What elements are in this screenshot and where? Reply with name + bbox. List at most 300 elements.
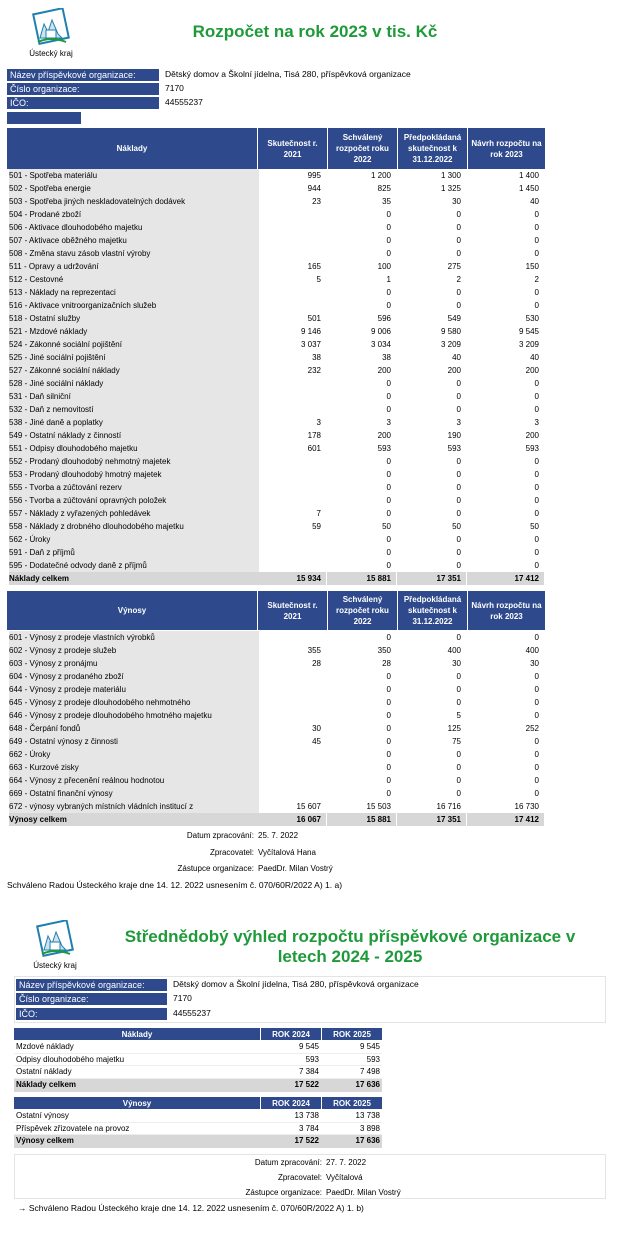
vynosy-total-cell: 17 351: [397, 813, 466, 826]
naklady-row-label: 532 - Daň z nemovitostí: [9, 403, 259, 416]
naklady-row: [7, 234, 545, 247]
naklady-row: [7, 325, 545, 338]
naklady-row: [7, 559, 545, 572]
naklady-cell: 601: [307, 444, 321, 453]
col-header-2022-expected-v: Předpokládaná skutečnost k 31.12.2022: [397, 591, 467, 630]
naklady-cell: 0: [534, 470, 539, 479]
naklady-cell: 0: [456, 509, 461, 518]
vynosy-cell: 30: [452, 659, 461, 668]
naklady-cell: 0: [386, 288, 391, 297]
vynosy-cell: 0: [386, 711, 391, 720]
naklady-row: [7, 208, 545, 221]
vynosy-row-label: 672 - výnosy vybraných místních vládních institucí z: [9, 800, 259, 813]
vynosy-row-label: 604 - Výnosy z prodaného zboží: [9, 670, 259, 683]
outlook-naklady-row-label: Odpisy dlouhodobého majetku: [16, 1054, 125, 1064]
naklady-cell: 0: [386, 405, 391, 414]
col-header-2022-approved: Schválený rozpočet roku 2022: [327, 128, 397, 169]
outlook-vynosy-cell: 13 738: [355, 1111, 380, 1120]
outlook-vynosy-header: Výnosy: [14, 1097, 260, 1109]
naklady-row-label: 507 - Aktivace oběžného majetku: [9, 234, 259, 247]
naklady-cell: 0: [386, 483, 391, 492]
outlook-vynosy-cell: 13 738: [294, 1111, 319, 1120]
vynosy-cell: 0: [386, 698, 391, 707]
outlook-vynosy-row: [14, 1110, 382, 1123]
outlook-naklady-row-label: Ostatní náklady: [16, 1067, 72, 1077]
naklady-cell: 0: [456, 548, 461, 557]
vynosy-row: [7, 657, 545, 670]
naklady-row: [7, 247, 545, 260]
naklady-cell: 3 209: [518, 340, 539, 349]
vynosy-row: [7, 670, 545, 683]
vynosy-row: [7, 735, 545, 748]
vynosy-cell: 0: [534, 711, 539, 720]
vynosy-row-label: 645 - Výnosy z prodeje dlouhodobého nehmotného: [9, 696, 259, 709]
naklady-row-label: 595 - Dodatečné odvody daně z příjmů: [9, 559, 259, 572]
naklady-cell: 0: [386, 236, 391, 245]
vynosy-cell: 30: [312, 724, 321, 733]
naklady-cell: 1 325: [440, 184, 461, 193]
naklady-row-label: 502 - Spotřeba energie: [9, 182, 259, 195]
outlook-vynosy-cell: 3 898: [359, 1123, 380, 1133]
naklady-cell: 0: [456, 236, 461, 245]
naklady-cell: 0: [534, 535, 539, 544]
naklady-row: [7, 260, 545, 273]
naklady-row-label: 512 - Cestovné: [9, 273, 259, 286]
col-header-2021: Skutečnost r. 2021: [257, 128, 327, 169]
vynosy-cell: 0: [456, 750, 461, 759]
naklady-cell: 23: [312, 197, 321, 206]
naklady-cell: 0: [386, 535, 391, 544]
naklady-cell: 0: [534, 496, 539, 505]
vynosy-row-label: 662 - Úroky: [9, 748, 259, 761]
col-header-2022-approved-v: Schválený rozpočet roku 2022: [327, 591, 397, 630]
outlook-vynosy-row: [14, 1123, 382, 1136]
meta2-date-label: Datum zpracování:: [254, 1158, 322, 1167]
outlook-naklady-cell: 17 636: [355, 1080, 380, 1090]
vynosy-row-label: 602 - Výnosy z prodeje služeb: [9, 644, 259, 657]
naklady-row: [7, 364, 545, 377]
naklady-cell: 593: [525, 444, 539, 453]
naklady-cell: 150: [525, 262, 539, 271]
vynosy-cell: 0: [386, 737, 391, 746]
vynosy-cell: 0: [386, 685, 391, 694]
naklady-cell: 0: [456, 561, 461, 570]
ustecky-kraj-logo-2: [26, 920, 84, 970]
outlook-vynosy-row-label: Příspěvek zřizovatele na provoz: [16, 1123, 130, 1133]
meta2-date-value: 27. 7. 2022: [326, 1158, 367, 1167]
info-label-name: Název příspěvkové organizace:: [7, 69, 159, 81]
vynosy-row-label: 664 - Výnosy z přecenění reálnou hodnotou: [9, 774, 259, 787]
naklady-total-cell: 15 934: [257, 572, 326, 585]
naklady-cell: 0: [456, 470, 461, 479]
info2-label-number: Číslo organizace:: [16, 993, 167, 1005]
ustecky-kraj-logo: [22, 8, 80, 58]
naklady-cell: 40: [452, 353, 461, 362]
naklady-row-label: 508 - Změna stavu zásob vlastní výroby: [9, 247, 259, 260]
meta-author-value: Vyčítalová Hana: [258, 848, 316, 857]
naklady-cell: 3: [456, 418, 461, 427]
naklady-cell: 38: [382, 353, 391, 362]
outlook-col-2024: ROK 2024: [261, 1028, 321, 1040]
vynosy-header: Výnosy: [7, 591, 257, 630]
naklady-cell: 825: [377, 184, 391, 193]
naklady-cell: 0: [534, 457, 539, 466]
naklady-row-label: 528 - Jiné sociální náklady: [9, 377, 259, 390]
naklady-cell: 549: [447, 314, 461, 323]
vynosy-cell: 0: [386, 672, 391, 681]
naklady-cell: 59: [312, 522, 321, 531]
meta-rep-value: PaedDr. Milan Vostrý: [258, 864, 333, 873]
naklady-row: [7, 546, 545, 559]
outlook-naklady-row-label: Mzdové náklady: [16, 1042, 74, 1051]
naklady-cell: 7: [316, 509, 321, 518]
outlook-col-2024-v: ROK 2024: [261, 1097, 321, 1109]
vynosy-cell: 0: [386, 789, 391, 798]
naklady-cell: 38: [312, 353, 321, 362]
outlook-naklady-cell: 593: [366, 1054, 380, 1064]
vynosy-cell: 355: [307, 646, 321, 655]
info-value-name: Dětský domov a Školní jídelna, Tisá 280, příspěvková organizace: [165, 69, 411, 79]
vynosy-total-cell: 17 412: [467, 813, 544, 826]
logo-caption: Ústecký kraj: [29, 49, 73, 58]
naklady-row-label: 551 - Odpisy dlouhodobého majetku: [9, 442, 259, 455]
col-header-2021-v: Skutečnost r. 2021: [257, 591, 327, 630]
naklady-cell: 0: [456, 405, 461, 414]
naklady-cell: 0: [534, 561, 539, 570]
naklady-row: [7, 507, 545, 520]
outlook-naklady-total-row: [14, 1079, 382, 1092]
naklady-row: [7, 377, 545, 390]
naklady-cell: 2: [456, 275, 461, 284]
naklady-cell: 0: [534, 379, 539, 388]
meta-date-label: Datum zpracování:: [186, 831, 254, 840]
naklady-cell: 178: [307, 431, 321, 440]
naklady-cell: 165: [307, 262, 321, 271]
page-title: Rozpočet na rok 2023 v tis. Kč: [192, 22, 438, 41]
col-header-2023-proposal-v: Návrh rozpočtu na rok 2023: [467, 591, 545, 630]
logo-caption-2: Ústecký kraj: [33, 961, 77, 970]
outlook-naklady-cell: 593: [305, 1054, 319, 1064]
info-label-number: Číslo organizace:: [7, 83, 159, 95]
naklady-cell: 1 450: [518, 184, 539, 193]
naklady-row-label: 525 - Jiné sociální pojištění: [9, 351, 259, 364]
naklady-cell: 0: [386, 470, 391, 479]
naklady-cell: 0: [456, 223, 461, 232]
naklady-cell: 501: [307, 314, 321, 323]
naklady-cell: 0: [534, 249, 539, 258]
outlook-vynosy-total-row: [14, 1135, 382, 1148]
naklady-row-label: 558 - Náklady z drobného dlouhodobého majetku: [9, 520, 259, 533]
naklady-cell: 0: [534, 301, 539, 310]
naklady-row: [7, 299, 545, 312]
naklady-cell: 0: [386, 561, 391, 570]
naklady-cell: 0: [456, 496, 461, 505]
vynosy-cell: 0: [456, 789, 461, 798]
vynosy-cell: 0: [456, 633, 461, 642]
naklady-cell: 5: [316, 275, 321, 284]
naklady-cell: 1 400: [518, 171, 539, 180]
meta2-rep-label: Zástupce organizace:: [245, 1188, 322, 1197]
vynosy-row: [7, 644, 545, 657]
outlook-naklady-row: [14, 1066, 382, 1079]
outlook-naklady-row-label: Náklady celkem: [16, 1080, 77, 1090]
naklady-row-label: 516 - Aktivace vnitroorganizačních služeb: [9, 299, 259, 312]
naklady-row: [7, 169, 545, 182]
vynosy-cell: 0: [386, 750, 391, 759]
meta-rep-label: Zástupce organizace:: [177, 864, 254, 873]
vynosy-row: [7, 709, 545, 722]
outlook-naklady-cell: 7 384: [298, 1067, 319, 1077]
blank-bar: [7, 112, 81, 124]
naklady-cell: 0: [534, 236, 539, 245]
naklady-row-label: 538 - Jiné daně a poplatky: [9, 416, 259, 429]
naklady-row-label: 511 - Opravy a udržování: [9, 260, 259, 273]
vynosy-cell: 0: [534, 763, 539, 772]
naklady-cell: 0: [456, 535, 461, 544]
naklady-cell: 50: [382, 522, 391, 531]
naklady-row: [7, 442, 545, 455]
vynosy-cell: 75: [452, 737, 461, 746]
naklady-cell: 9 146: [300, 327, 321, 336]
vynosy-row-label: 648 - Čerpání fondů: [9, 722, 259, 735]
vynosy-cell: 28: [382, 659, 391, 668]
vynosy-row-label: 644 - Výnosy z prodeje materiálu: [9, 683, 259, 696]
naklady-row-label: 518 - Ostatní služby: [9, 312, 259, 325]
naklady-cell: 1 300: [440, 171, 461, 180]
vynosy-row: [7, 683, 545, 696]
meta2-author-label: Zpracovatel:: [277, 1173, 322, 1182]
vynosy-cell: 28: [312, 659, 321, 668]
vynosy-cell: 15 503: [366, 802, 391, 811]
naklady-row-label: 527 - Zákonné sociální náklady: [9, 364, 259, 377]
naklady-row: [7, 455, 545, 468]
naklady-row: [7, 338, 545, 351]
naklady-cell: 2: [534, 275, 539, 284]
naklady-cell: 995: [307, 171, 321, 180]
vynosy-cell: 400: [525, 646, 539, 655]
naklady-cell: 0: [534, 483, 539, 492]
naklady-cell: 0: [534, 548, 539, 557]
vynosy-cell: 0: [534, 633, 539, 642]
naklady-row: [7, 494, 545, 507]
naklady-cell: 0: [534, 405, 539, 414]
vynosy-cell: 5: [456, 711, 461, 720]
naklady-cell: 275: [447, 262, 461, 271]
vynosy-total-cell: 15 881: [327, 813, 396, 826]
approval-note-2: → Schváleno Radou Ústeckého kraje dne 14. 12. 2022 usnesením č. 070/60R/2022 A) 1. b): [18, 1203, 364, 1213]
vynosy-cell: 125: [447, 724, 461, 733]
outlook-vynosy-cell: 17 636: [355, 1136, 380, 1146]
naklady-cell: 0: [534, 509, 539, 518]
col-header-2023-proposal: Návrh rozpočtu na rok 2023: [467, 128, 545, 169]
naklady-row-label: 506 - Aktivace dlouhodobého majetku: [9, 221, 259, 234]
info-value-number: 7170: [165, 83, 184, 93]
naklady-cell: 1: [386, 275, 391, 284]
info2-value-number: 7170: [173, 993, 192, 1003]
naklady-total-cell: 15 881: [327, 572, 396, 585]
vynosy-row: [7, 631, 545, 644]
naklady-row-label: 555 - Tvorba a zúčtování rezerv: [9, 481, 259, 494]
naklady-cell: 9 006: [370, 327, 391, 336]
vynosy-cell: 400: [447, 646, 461, 655]
naklady-row: [7, 273, 545, 286]
meta-author-label: Zpracovatel:: [209, 848, 254, 857]
naklady-cell: 0: [456, 249, 461, 258]
naklady-row-label: 557 - Náklady z vyřazených pohledávek: [9, 507, 259, 520]
naklady-cell: 200: [447, 366, 461, 375]
vynosy-row-label: 669 - Ostatní finanční výnosy: [9, 787, 259, 800]
naklady-cell: 3 209: [440, 340, 461, 349]
approval-note: Schváleno Radou Ústeckého kraje dne 14. 12. 2022 usnesením č. 070/60R/2022 A) 1. a): [7, 880, 343, 890]
info2-label-ico: IČO:: [16, 1008, 167, 1020]
outlook-vynosy-row-label: Ostatní výnosy: [16, 1111, 69, 1120]
naklady-cell: 50: [452, 522, 461, 531]
naklady-cell: 3 037: [300, 340, 321, 349]
vynosy-cell: 0: [534, 737, 539, 746]
naklady-cell: 0: [386, 379, 391, 388]
naklady-cell: 0: [456, 483, 461, 492]
naklady-cell: 0: [386, 496, 391, 505]
vynosy-cell: 350: [377, 646, 391, 655]
naklady-total-cell: 17 351: [397, 572, 466, 585]
naklady-row-label: 556 - Tvorba a zúčtování opravných položek: [9, 494, 259, 507]
naklady-row-label: 531 - Daň silniční: [9, 390, 259, 403]
vynosy-cell: 30: [530, 659, 539, 668]
vynosy-row: [7, 774, 545, 787]
naklady-cell: 0: [456, 288, 461, 297]
outlook-naklady-row: [14, 1041, 382, 1054]
naklady-cell: 0: [456, 457, 461, 466]
vynosy-row: [7, 722, 545, 735]
vynosy-row-label: 601 - Výnosy z prodeje vlastních výrobků: [9, 631, 259, 644]
vynosy-cell: 0: [534, 789, 539, 798]
vynosy-cell: 15 607: [296, 802, 321, 811]
outlook-naklady-cell: 9 545: [359, 1042, 380, 1051]
vynosy-cell: 16 730: [514, 802, 539, 811]
naklady-cell: 30: [452, 197, 461, 206]
info-value-ico: 44555237: [165, 97, 203, 107]
naklady-cell: 0: [456, 379, 461, 388]
outlook-naklady-row: [14, 1054, 382, 1067]
naklady-row: [7, 481, 545, 494]
outlook-title-line2: letech 2024 - 2025: [277, 947, 423, 966]
naklady-cell: 0: [456, 392, 461, 401]
outlook-vynosy-cell: 17 522: [294, 1136, 319, 1146]
naklady-row-label: 504 - Prodané zboží: [9, 208, 259, 221]
naklady-row: [7, 351, 545, 364]
naklady-cell: 3: [386, 418, 391, 427]
naklady-row: [7, 533, 545, 546]
outlook-naklady-cell: 7 498: [359, 1067, 380, 1077]
naklady-cell: 0: [386, 548, 391, 557]
ustecky-kraj-logo-icon-2: [26, 920, 84, 962]
vynosy-row-label: 663 - Kurzové zisky: [9, 761, 259, 774]
naklady-header: Náklady: [7, 128, 257, 169]
naklady-cell: 0: [534, 210, 539, 219]
naklady-cell: 593: [447, 444, 461, 453]
naklady-cell: 0: [386, 457, 391, 466]
naklady-cell: 3: [316, 418, 321, 427]
vynosy-row: [7, 748, 545, 761]
vynosy-total-label: Výnosy celkem: [9, 813, 259, 826]
naklady-cell: 200: [377, 366, 391, 375]
vynosy-cell: 0: [456, 776, 461, 785]
vynosy-cell: 0: [386, 724, 391, 733]
vynosy-cell: 0: [534, 750, 539, 759]
ustecky-kraj-logo-icon: [22, 8, 80, 50]
naklady-cell: 200: [525, 366, 539, 375]
vynosy-cell: 252: [525, 724, 539, 733]
naklady-cell: 0: [386, 392, 391, 401]
naklady-row: [7, 468, 545, 481]
vynosy-row-label: 603 - Výnosy z pronájmu: [9, 657, 259, 670]
vynosy-row: [7, 800, 545, 813]
naklady-total-label: Náklady celkem: [9, 572, 259, 585]
vynosy-cell: 0: [534, 776, 539, 785]
naklady-row: [7, 286, 545, 299]
naklady-total-row: [7, 572, 545, 585]
naklady-cell: 3 034: [370, 340, 391, 349]
naklady-cell: 0: [386, 301, 391, 310]
naklady-cell: 0: [386, 509, 391, 518]
naklady-cell: 200: [377, 431, 391, 440]
vynosy-row: [7, 696, 545, 709]
naklady-row: [7, 221, 545, 234]
naklady-cell: 0: [534, 392, 539, 401]
naklady-cell: 1 200: [370, 171, 391, 180]
naklady-cell: 232: [307, 366, 321, 375]
vynosy-cell: 0: [456, 672, 461, 681]
outlook-vynosy-row-label: Výnosy celkem: [16, 1136, 74, 1146]
naklady-row-label: 524 - Zákonné sociální pojištění: [9, 338, 259, 351]
naklady-cell: 0: [456, 210, 461, 219]
vynosy-cell: 0: [534, 685, 539, 694]
naklady-row: [7, 429, 545, 442]
vynosy-cell: 45: [312, 737, 321, 746]
outlook-vynosy-cell: 3 784: [298, 1123, 319, 1133]
naklady-row: [7, 520, 545, 533]
info-label-ico: IČO:: [7, 97, 159, 109]
naklady-cell: 100: [377, 262, 391, 271]
vynosy-cell: 0: [534, 672, 539, 681]
naklady-cell: 0: [386, 210, 391, 219]
naklady-cell: 0: [386, 249, 391, 258]
naklady-cell: 0: [534, 223, 539, 232]
naklady-cell: 593: [377, 444, 391, 453]
outlook-naklady-cell: 9 545: [298, 1042, 319, 1051]
col-header-2022-expected: Předpokládaná skutečnost k 31.12.2022: [397, 128, 467, 169]
naklady-row-label: 513 - Náklady na reprezentaci: [9, 286, 259, 299]
info2-value-ico: 44555237: [173, 1008, 211, 1018]
naklady-row-label: 552 - Prodaný dlouhodobý nehmotný majetek: [9, 455, 259, 468]
vynosy-row: [7, 787, 545, 800]
naklady-cell: 190: [447, 431, 461, 440]
meta2-rep-value: PaedDr. Milan Vostrý: [326, 1188, 401, 1197]
meta-date-value: 25. 7. 2022: [258, 831, 299, 840]
vynosy-cell: 0: [386, 633, 391, 642]
naklady-row: [7, 195, 545, 208]
naklady-row: [7, 403, 545, 416]
naklady-cell: 0: [456, 301, 461, 310]
vynosy-cell: 0: [534, 698, 539, 707]
outlook-title-line1: Střednědobý výhled rozpočtu příspěvkové organizace v: [124, 927, 576, 946]
naklady-row-label: 549 - Ostatní náklady z činností: [9, 429, 259, 442]
naklady-cell: 530: [525, 314, 539, 323]
vynosy-row-label: 649 - Ostatní výnosy z činnosti: [9, 735, 259, 748]
naklady-row-label: 501 - Spotřeba materiálu: [9, 169, 259, 182]
naklady-cell: 3: [534, 418, 539, 427]
naklady-row: [7, 390, 545, 403]
